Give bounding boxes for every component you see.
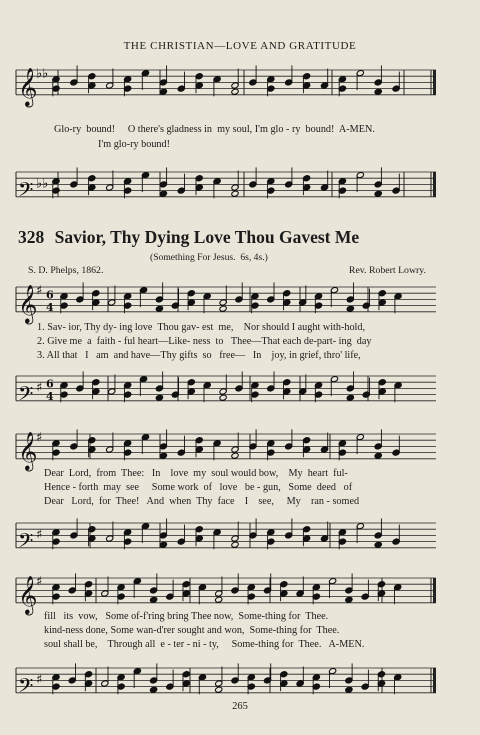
music-credit: Rev. Robert Lowry. [348, 265, 426, 276]
treble-clef-icon: 𝄞 [18, 574, 38, 614]
note-head [231, 452, 239, 459]
time-signature-top: 6 [46, 377, 54, 391]
treble-clef-icon: 𝄞 [18, 283, 38, 323]
note-head [159, 88, 167, 95]
music-staff-bass [0, 372, 480, 414]
note-head [150, 596, 158, 603]
note-head [155, 305, 163, 312]
note-head [374, 190, 382, 197]
note-head [159, 452, 167, 459]
verse-line: 2. Give me a faith - ful heart—Like- ness to Thee—That each de-part- ing day [37, 336, 372, 347]
music-staff-treble [0, 574, 480, 616]
note-head [231, 190, 239, 197]
bass-clef-icon: 𝄢 [18, 177, 34, 206]
music-staff-continuation-bass [0, 168, 480, 210]
note-head [374, 541, 382, 548]
treble-clef-icon: 𝄞 [18, 430, 38, 470]
continuation-lyric-line: I'm glo-ry bound! [98, 139, 171, 150]
note-head [159, 541, 167, 548]
verse-line: 3. All that I am and have—Thy gifts so free— In joy, in grief, thro' life, [37, 350, 361, 361]
note-head [374, 88, 382, 95]
key-signature-icon: ♯ [36, 430, 43, 446]
note-head [215, 596, 223, 603]
note-head [150, 686, 158, 693]
music-staff-bass [0, 664, 480, 706]
note-head [345, 686, 353, 693]
key-signature-icon: ♭♭ [36, 176, 49, 192]
verse-line: Hence - forth may see Some work of love be - gun, Some deed of [44, 482, 353, 493]
note-head [345, 596, 353, 603]
note-head [346, 394, 354, 401]
key-signature-icon: ♭♭ [36, 66, 49, 82]
bass-clef-icon: 𝄢 [18, 528, 34, 557]
hymn-subtitle: (Something For Jesus. 6s, 4s.) [150, 252, 268, 263]
hymn-title: Savior, Thy Dying Love Thou Gavest Me [54, 227, 360, 247]
note-head [346, 305, 354, 312]
verse-line: Dear Lord, from Thee: In love my soul would bow, My heart ful- [44, 468, 348, 479]
key-signature-icon: ♯ [36, 574, 43, 590]
note-head [215, 686, 223, 693]
note-head [159, 190, 167, 197]
verse-line: kind-ness done, Some wan-d'rer sought and won, Some-thing for Thee. [44, 625, 340, 636]
note-head [155, 394, 163, 401]
treble-clef-icon: 𝄞 [18, 66, 38, 106]
section-header: THE CHRISTIAN—LOVE AND GRATITUDE [123, 40, 357, 52]
hymn-number: 328 [18, 227, 45, 247]
key-signature-icon: ♯ [36, 672, 43, 688]
note-head [231, 541, 239, 548]
note-head [219, 305, 227, 312]
verse-line: soul shall be, Through all e - ter - ni - ty, Some-thing for Thee. A-MEN. [44, 639, 365, 650]
music-staff-bass [0, 519, 480, 561]
music-staff-treble [0, 430, 480, 472]
time-signature-top: 6 [46, 288, 54, 302]
bass-clef-icon: 𝄢 [18, 673, 34, 702]
time-signature-bottom: 4 [46, 300, 54, 314]
note-head [374, 452, 382, 459]
words-credit: S. D. Phelps, 1862. [28, 265, 104, 276]
note-head [231, 88, 239, 95]
verse-line: fill its vow, Some of-f'ring bring Thee now, Some-thing for Thee. [44, 611, 329, 622]
bass-clef-icon: 𝄢 [18, 381, 34, 410]
note-head [219, 394, 227, 401]
hymn-heading [18, 227, 359, 248]
key-signature-icon: ♯ [36, 283, 43, 299]
continuation-lyric-line: Glo-ry bound! O there's gladness in my soul, I'm glo - ry bound! A-MEN. [54, 124, 375, 135]
page-number: 265 [232, 701, 248, 712]
verse-line: 1. Sav- ior, Thy dy- ing love Thou gav- est me, Nor should I aught with-hold, [37, 322, 366, 333]
music-staff-treble [0, 283, 480, 325]
time-signature-bottom: 4 [46, 389, 54, 403]
key-signature-icon: ♯ [36, 380, 43, 396]
verse-line: Dear Lord, for Thee! And when Thy face I see, My ran - somed [44, 496, 360, 507]
music-staff-continuation-treble [0, 66, 480, 108]
key-signature-icon: ♯ [36, 527, 43, 543]
